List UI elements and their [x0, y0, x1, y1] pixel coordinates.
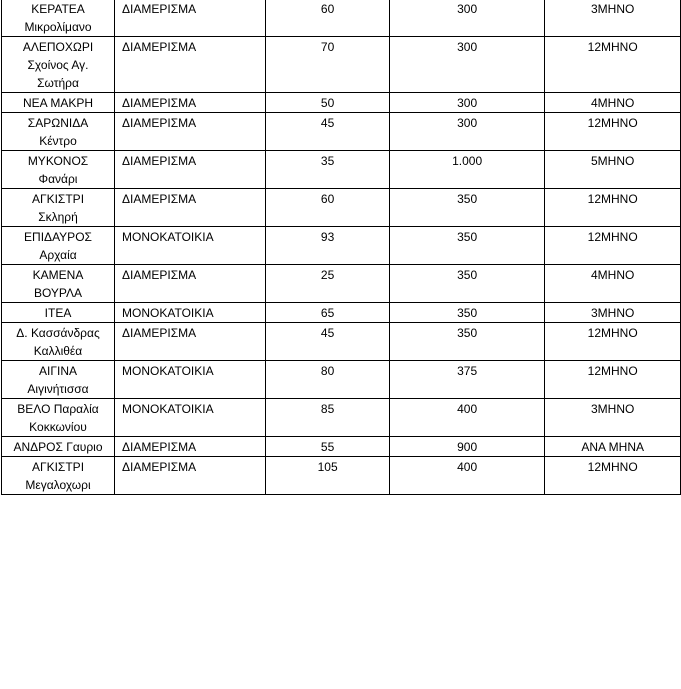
- price-cell: [389, 93, 544, 113]
- duration-text: 3ΜΗΝΟ: [591, 306, 635, 320]
- price-line: 400: [457, 402, 478, 416]
- property-type-text: ΔΙΑΜΕΡΙΣΜΑ: [122, 154, 197, 168]
- duration-cell: [545, 399, 681, 437]
- property-type-cell: [115, 93, 266, 113]
- area-text: 45: [320, 116, 335, 130]
- price-cell: [389, 457, 544, 495]
- table-row: [2, 303, 681, 323]
- price-cell: [389, 437, 544, 457]
- property-type-text: ΔΙΑΜΕΡΙΣΜΑ: [122, 326, 197, 340]
- location-line: ΒΕΛΟ Παραλία: [17, 402, 99, 416]
- location-cell: [2, 457, 115, 495]
- price-cell: [389, 113, 544, 151]
- property-type-text: ΔΙΑΜΕΡΙΣΜΑ: [122, 440, 197, 454]
- property-type-cell: [115, 37, 266, 93]
- property-type-cell: [115, 151, 266, 189]
- price-line: 350: [457, 192, 478, 206]
- location-cell: [2, 303, 115, 323]
- price-cell: [389, 399, 544, 437]
- area-text: 105: [317, 460, 338, 474]
- area-text: 85: [320, 402, 335, 416]
- property-type-cell: [115, 265, 266, 303]
- price-line: 400: [457, 460, 478, 474]
- duration-text: 12ΜΗΝΟ: [587, 116, 638, 130]
- property-type-cell: [115, 457, 266, 495]
- duration-text: 5ΜΗΝΟ: [591, 154, 635, 168]
- property-type-text: ΜΟΝΟΚΑΤΟΙΚΙΑ: [122, 402, 214, 416]
- duration-cell: [545, 361, 681, 399]
- location-cell: [2, 0, 115, 37]
- property-type-text: ΔΙΑΜΕΡΙΣΜΑ: [122, 268, 197, 282]
- price-line: 900: [457, 440, 478, 454]
- price-cell: [389, 303, 544, 323]
- property-type-text: ΔΙΑΜΕΡΙΣΜΑ: [122, 460, 197, 474]
- price-line: 350: [457, 268, 478, 282]
- price-line: 375: [457, 364, 478, 378]
- listings-table: [1, 0, 681, 495]
- price-cell: [389, 227, 544, 265]
- table-row: [2, 0, 681, 37]
- property-type-cell: [115, 0, 266, 37]
- table-row: [2, 93, 681, 113]
- duration-text: 12ΜΗΝΟ: [587, 40, 638, 54]
- area-text: 55: [320, 440, 335, 454]
- property-type-cell: [115, 399, 266, 437]
- duration-cell: [545, 113, 681, 151]
- property-type-text: ΔΙΑΜΕΡΙΣΜΑ: [122, 116, 197, 130]
- location-cell: [2, 93, 115, 113]
- location-cell: [2, 151, 115, 189]
- property-type-cell: [115, 189, 266, 227]
- property-type-text: ΔΙΑΜΕΡΙΣΜΑ: [122, 2, 197, 16]
- price-line: 300: [457, 2, 478, 16]
- duration-text: ΑΝΑ ΜΗΝΑ: [581, 440, 645, 454]
- area-cell: [266, 437, 390, 457]
- area-cell: [266, 37, 390, 93]
- area-text: 60: [320, 2, 335, 16]
- duration-text: 12ΜΗΝΟ: [587, 326, 638, 340]
- property-type-text: ΔΙΑΜΕΡΙΣΜΑ: [122, 192, 197, 206]
- price-line: 300: [457, 96, 478, 110]
- location-cell: [2, 361, 115, 399]
- duration-text: 3ΜΗΝΟ: [591, 402, 635, 416]
- location-line: ΣΑΡΩΝΙΔΑ: [27, 116, 89, 130]
- area-cell: [266, 323, 390, 361]
- table-row: [2, 227, 681, 265]
- duration-cell: [545, 303, 681, 323]
- table-row: [2, 151, 681, 189]
- duration-cell: [545, 265, 681, 303]
- property-type-text: ΜΟΝΟΚΑΤΟΙΚΙΑ: [122, 230, 214, 244]
- property-type-text: ΔΙΑΜΕΡΙΣΜΑ: [122, 96, 197, 110]
- area-text: 93: [320, 230, 335, 244]
- area-text: 50: [320, 96, 335, 110]
- price-line: 300: [457, 40, 478, 54]
- location-line: ΒΟΥΡΛΑ: [33, 286, 83, 300]
- area-cell: [266, 93, 390, 113]
- location-cell: [2, 189, 115, 227]
- duration-text: 3ΜΗΝΟ: [591, 2, 635, 16]
- location-cell: [2, 399, 115, 437]
- location-line: ΝΕΑ ΜΑΚΡΗ: [22, 96, 94, 110]
- area-cell: [266, 303, 390, 323]
- area-cell: [266, 0, 390, 37]
- area-text: 45: [320, 326, 335, 340]
- location-cell: [2, 113, 115, 151]
- area-text: 70: [320, 40, 335, 54]
- duration-cell: [545, 457, 681, 495]
- property-type-cell: [115, 437, 266, 457]
- location-line: Αρχαία: [39, 248, 77, 262]
- table-row: [2, 189, 681, 227]
- property-type-text: ΜΟΝΟΚΑΤΟΙΚΙΑ: [122, 306, 214, 320]
- area-cell: [266, 399, 390, 437]
- duration-text: 12ΜΗΝΟ: [587, 364, 638, 378]
- price-cell: [389, 265, 544, 303]
- location-line: Φανάρι: [38, 172, 78, 186]
- table-row: [2, 457, 681, 495]
- duration-text: 4ΜΗΝΟ: [591, 268, 635, 282]
- property-type-text: ΔΙΑΜΕΡΙΣΜΑ: [122, 40, 197, 54]
- property-type-text: ΜΟΝΟΚΑΤΟΙΚΙΑ: [122, 364, 214, 378]
- location-cell: [2, 265, 115, 303]
- duration-text: 4ΜΗΝΟ: [591, 96, 635, 110]
- price-line: 300: [457, 116, 478, 130]
- area-cell: [266, 265, 390, 303]
- property-type-cell: [115, 227, 266, 265]
- location-line: Αιγινήτισσα: [27, 382, 89, 396]
- location-cell: [2, 227, 115, 265]
- price-cell: [389, 37, 544, 93]
- table-row: [2, 437, 681, 457]
- area-text: 60: [320, 192, 335, 206]
- property-type-cell: [115, 113, 266, 151]
- location-line: ΚΕΡΑΤΕΑ: [31, 2, 85, 16]
- duration-text: 12ΜΗΝΟ: [587, 460, 638, 474]
- price-line: 1.000: [452, 154, 483, 168]
- price-cell: [389, 361, 544, 399]
- property-type-cell: [115, 303, 266, 323]
- location-line: Μικρολίμανο: [24, 20, 92, 34]
- table-row: [2, 37, 681, 93]
- price-line: 350: [457, 326, 478, 340]
- price-cell: [389, 151, 544, 189]
- table-row: [2, 265, 681, 303]
- property-type-cell: [115, 323, 266, 361]
- duration-cell: [545, 37, 681, 93]
- location-line: Κοκκωνίου: [29, 420, 87, 434]
- location-line: Καλλιθέα: [33, 344, 83, 358]
- area-text: 65: [320, 306, 335, 320]
- area-cell: [266, 361, 390, 399]
- location-cell: [2, 37, 115, 93]
- listings-body: [2, 0, 681, 495]
- duration-text: 12ΜΗΝΟ: [587, 192, 638, 206]
- location-line: ΑΓΚΙΣΤΡΙ: [31, 192, 85, 206]
- location-line: Μεγαλοχωρι: [25, 478, 91, 492]
- location-line: ΑΙΓΙΝΑ: [39, 364, 77, 378]
- area-text: 80: [320, 364, 335, 378]
- location-line: ΜΥΚΟΝΟΣ: [27, 154, 89, 168]
- location-line: ΙΤΕΑ: [44, 306, 72, 320]
- area-text: 35: [320, 154, 335, 168]
- location-line: ΑΛΕΠΟΧΩΡΙ: [22, 40, 94, 54]
- price-cell: [389, 189, 544, 227]
- location-cell: [2, 323, 115, 361]
- area-cell: [266, 113, 390, 151]
- duration-cell: [545, 437, 681, 457]
- duration-cell: [545, 189, 681, 227]
- property-type-cell: [115, 361, 266, 399]
- location-line: ΑΝΔΡΟΣ Γαυριο: [13, 440, 103, 454]
- table-row: [2, 399, 681, 437]
- location-line: Σωτήρα: [37, 76, 79, 90]
- location-cell: [2, 437, 115, 457]
- location-line: ΑΓΚΙΣΤΡΙ: [31, 460, 85, 474]
- location-line: Κέντρο: [39, 134, 77, 148]
- table-row: [2, 323, 681, 361]
- location-line: ΚΑΜΕΝΑ: [32, 268, 84, 282]
- price-cell: [389, 0, 544, 37]
- location-line: Σκληρή: [38, 210, 78, 224]
- area-cell: [266, 189, 390, 227]
- area-cell: [266, 457, 390, 495]
- duration-cell: [545, 0, 681, 37]
- location-line: ΕΠΙΔΑΥΡΟΣ: [24, 230, 92, 244]
- price-line: 350: [457, 230, 478, 244]
- area-cell: [266, 151, 390, 189]
- duration-cell: [545, 93, 681, 113]
- table-row: [2, 361, 681, 399]
- price-line: 350: [457, 306, 478, 320]
- area-text: 25: [320, 268, 335, 282]
- duration-cell: [545, 323, 681, 361]
- table-row: [2, 113, 681, 151]
- location-line: Δ. Κασσάνδρας: [16, 326, 100, 340]
- location-line: Σχοίνος Αγ.: [27, 58, 89, 72]
- price-cell: [389, 323, 544, 361]
- duration-cell: [545, 227, 681, 265]
- area-cell: [266, 227, 390, 265]
- duration-cell: [545, 151, 681, 189]
- duration-text: 12ΜΗΝΟ: [587, 230, 638, 244]
